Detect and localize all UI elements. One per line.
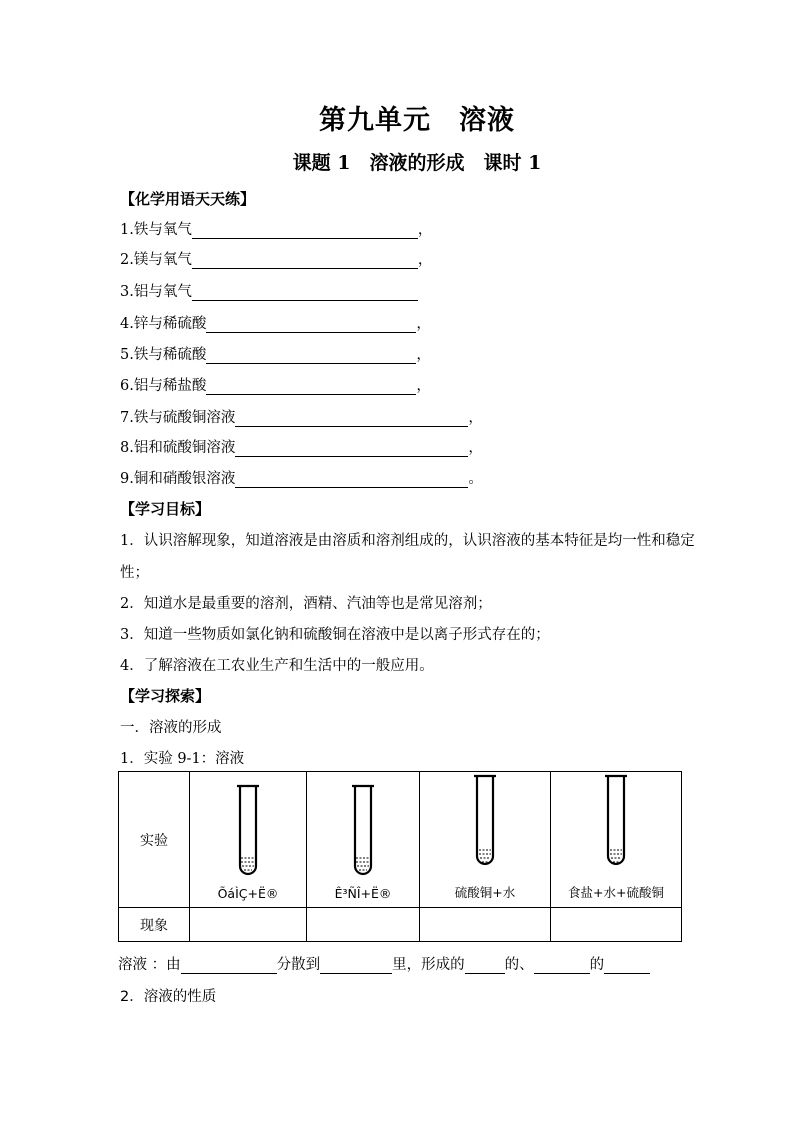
answer-blank[interactable] [192, 224, 418, 239]
drill-item [120, 280, 418, 301]
fill-text: 的、 [504, 957, 534, 973]
observation-cell[interactable] [307, 908, 420, 942]
experiment-table [118, 771, 682, 942]
drill-item-end: ， [416, 378, 431, 394]
drill-item-end: ， [416, 347, 431, 363]
drill-item [120, 218, 432, 239]
drill-item-label: 7.铁与硫酸铜溶液 [120, 410, 236, 426]
fill-text: 的 [589, 957, 605, 973]
goal-line: 4．了解溶液在工农业生产和生活中的一般应用。 [120, 658, 434, 674]
drill-item-end: ， [416, 316, 431, 332]
drill-item [120, 312, 431, 333]
solution-definition-line [118, 953, 650, 974]
answer-blank[interactable] [192, 254, 418, 269]
drill-item-end: ， [468, 410, 483, 426]
answer-blank[interactable] [235, 442, 468, 457]
drill-item-label: 8.铝和硫酸铜溶液 [120, 440, 236, 456]
drill-item-label: 3.铝与氧气 [120, 284, 192, 300]
answer-blank[interactable] [604, 959, 650, 974]
section-explore-heading: 【学习探索】 [120, 687, 211, 705]
answer-blank[interactable] [235, 473, 468, 488]
answer-blank[interactable] [181, 959, 277, 974]
answer-blank[interactable] [206, 380, 416, 395]
goal-line: 性； [120, 565, 149, 581]
observation-cell[interactable] [551, 908, 682, 942]
answer-blank[interactable] [206, 349, 416, 364]
drill-item-label: 9.铜和硝酸银溶液 [120, 471, 236, 487]
properties-heading: 2．溶液的性质 [120, 989, 217, 1005]
fill-text: 里，形成的 [392, 957, 465, 973]
fill-text: 分散到 [276, 957, 321, 973]
fill-text: 溶液 ：由 [118, 957, 181, 973]
test-tube-icon [603, 774, 629, 870]
drill-item [120, 436, 483, 457]
drill-item-label: 1.铁与氧气 [120, 222, 192, 238]
tube-caption: 食盐+水+硫酸铜 [568, 885, 664, 900]
tube-cell [307, 772, 420, 908]
explore-subheading: 一．溶液的形成 [120, 720, 222, 736]
goal-line: 2．知道水是最重要的溶剂，酒精、汽油等也是常见溶剂； [120, 596, 492, 612]
tube-cell [420, 772, 551, 908]
answer-blank[interactable] [235, 412, 468, 427]
drill-item-label: 4.锌与稀硫酸 [120, 316, 207, 332]
row-label-phenomenon: 现象 [119, 908, 190, 942]
drill-item [120, 343, 431, 364]
test-tube-icon [472, 774, 498, 870]
section-drill-heading: 【化学用语天天练】 [120, 190, 256, 208]
drill-item [120, 467, 483, 488]
tube-caption: 硫酸铜+水 [454, 885, 516, 900]
drill-item-label: 6.铝与稀盐酸 [120, 378, 207, 394]
drill-item [120, 374, 431, 395]
experiment-label: 1．实验 9-1：溶液 [120, 751, 245, 767]
answer-blank[interactable] [320, 959, 392, 974]
test-tube-icon [235, 784, 261, 880]
drill-item-end: ， [468, 440, 483, 456]
page-title: 第九单元 溶液 [319, 105, 515, 136]
drill-item-end: 。 [468, 471, 483, 487]
tube-caption: Ê³ÑÎ+Ë® [334, 886, 392, 901]
drill-item-end: ， [417, 222, 433, 238]
drill-item-label: 5.铁与稀硫酸 [120, 347, 207, 363]
answer-blank[interactable] [206, 318, 416, 333]
tube-caption: ÕáÌÇ+Ë® [217, 886, 279, 901]
tube-cell [190, 772, 307, 908]
section-goals-heading: 【学习目标】 [120, 500, 211, 518]
answer-blank[interactable] [192, 286, 418, 301]
row-label-experiment: 实验 [119, 772, 190, 908]
goal-line: 1．认识溶解现象，知道溶液是由溶质和溶剂组成的，认识溶液的基本特征是均一性和稳定 [120, 533, 695, 549]
test-tube-icon [350, 784, 376, 880]
drill-item-label: 2.镁与氧气 [120, 252, 192, 268]
drill-item [120, 248, 432, 269]
observation-cell[interactable] [420, 908, 551, 942]
drill-item [120, 406, 483, 427]
drill-item-end: ， [417, 252, 433, 268]
page-subtitle: 课题 1 溶液的形成 课时 1 [292, 152, 542, 174]
tube-cell [551, 772, 682, 908]
observation-cell[interactable] [190, 908, 307, 942]
answer-blank[interactable] [465, 959, 505, 974]
answer-blank[interactable] [534, 959, 590, 974]
goal-line: 3．知道一些物质如氯化钠和硫酸铜在溶液中是以离子形式存在的； [120, 627, 550, 643]
